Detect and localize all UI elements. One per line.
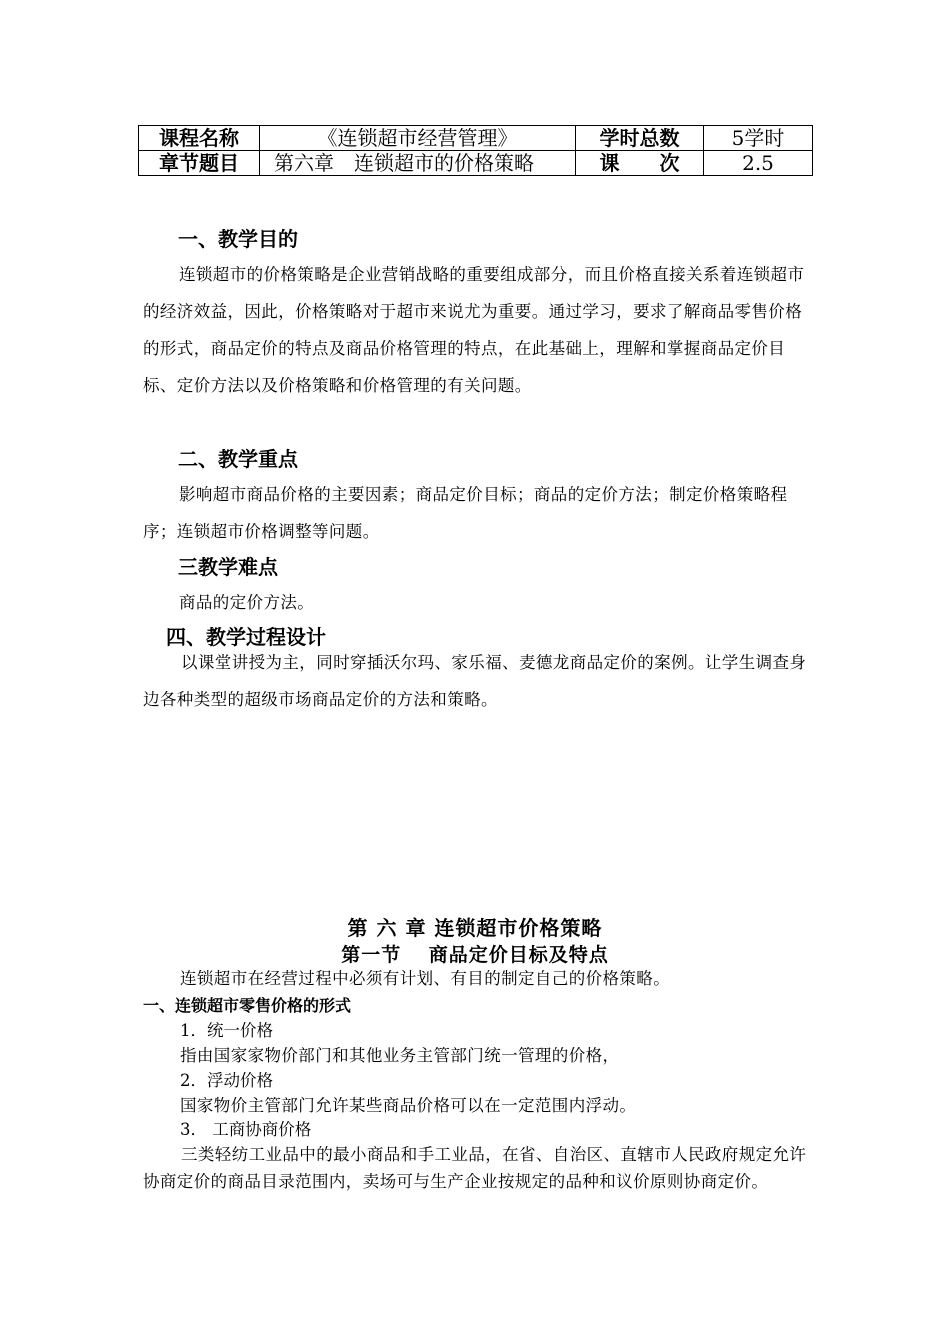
- chapter-topic-label: 章节题目: [139, 151, 260, 176]
- item-unified-price-body: 指由国家家物价部门和其他业务主管部门统一管理的价格，: [180, 1046, 620, 1065]
- sub-heading-price-forms: 一、连锁超市零售价格的形式: [143, 996, 352, 1015]
- section-heading-process-design: 四、教学过程设计: [166, 625, 326, 649]
- chapter-intro: 连锁超市在经营过程中必须有计划、有目的制定自己的价格策略。: [180, 969, 671, 988]
- chapter-title: 第 六 章 连锁超市价格策略: [347, 916, 603, 940]
- section-heading-objectives: 一、教学目的: [178, 227, 298, 251]
- course-name-value: 《连锁超市经营管理》: [260, 126, 576, 151]
- item-unified-price-title: 1．统一价格: [180, 1021, 273, 1040]
- item-floating-price-title: 2．浮动价格: [180, 1071, 273, 1090]
- item-floating-price-body: 国家物价主管部门允许某些商品价格可以在一定范围内浮动。: [180, 1096, 637, 1115]
- process-design-paragraph: 以课堂讲授为主，同时穿插沃尔玛、家乐福、麦德龙商品定价的案例。让学生调查身边各种类型的超级市场商品定价的方法和策略。: [143, 653, 807, 709]
- total-hours-label: 学时总数: [576, 126, 704, 151]
- total-hours-value: 5学时: [704, 126, 813, 151]
- objectives-paragraph: 连锁超市的价格策略是企业营销战略的重要组成部分，而且价格直接关系着连锁超市的经济效益，因此，价格策略对于超市来说尤为重要。通过学习，要求了解商品零售价格的形式，商品定价的特点及商品价格管理的特点，在此基础上，理解和掌握商品定价目标、定价方法以及价格策略和价格管理的有关问题。: [143, 265, 805, 395]
- difficulties-paragraph: 商品的定价方法。: [179, 593, 315, 612]
- section-heading-difficulties: 三教学难点: [178, 555, 278, 579]
- session-label: 课 次: [576, 151, 704, 176]
- chapter-topic-value: 第六章 连锁超市的价格策略: [260, 151, 576, 176]
- course-info-table: [138, 125, 813, 176]
- item-negotiated-price-body: 三类轻纺工业品中的最小商品和手工业品，在省、自治区、直辖市人民政府规定允许协商定价的商品目录范围内，卖场可与生产企业按规定的品种和议价原则协商定价。: [143, 1145, 807, 1191]
- section-title: 第一节 商品定价目标及特点: [341, 944, 609, 966]
- item-negotiated-price-title: 3． 工商协商价格: [180, 1120, 312, 1139]
- table-row: [139, 126, 813, 151]
- section-heading-key-points: 二、教学重点: [178, 447, 298, 471]
- table-row: [139, 151, 813, 176]
- session-value: 2.5: [704, 151, 813, 176]
- key-points-paragraph: 影响超市商品价格的主要因素；商品定价目标；商品的定价方法；制定价格策略程序；连锁超市价格调整等问题。: [143, 485, 788, 541]
- course-name-label: 课程名称: [139, 126, 260, 151]
